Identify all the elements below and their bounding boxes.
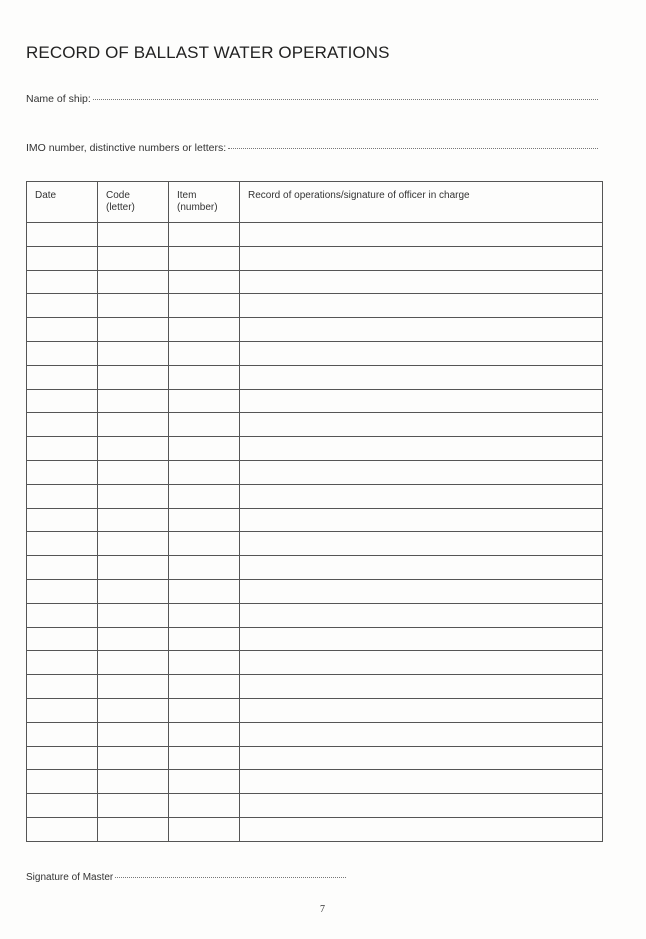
date-cell[interactable] [27,579,98,603]
code-cell[interactable] [98,794,169,818]
code-cell[interactable] [98,770,169,794]
date-cell[interactable] [27,651,98,675]
code-cell[interactable] [98,223,169,247]
date-cell[interactable] [27,794,98,818]
page-title: RECORD OF BALLAST WATER OPERATIONS [26,43,390,62]
code-cell[interactable] [98,365,169,389]
date-cell[interactable] [27,508,98,532]
table-header-row [27,182,603,223]
code-cell[interactable] [98,627,169,651]
ballast-operations-table [26,181,603,842]
column-header-record-line1: Record of operations/signature of officer in charge [248,190,470,201]
code-cell[interactable] [98,246,169,270]
date-cell[interactable] [27,413,98,437]
item-cell[interactable] [169,556,240,580]
page-number: 7 [320,904,325,915]
record-cell[interactable] [240,651,603,675]
record-cell[interactable] [240,437,603,461]
column-header-code [98,182,169,223]
record-cell[interactable] [240,627,603,651]
item-cell[interactable] [169,270,240,294]
item-cell[interactable] [169,318,240,342]
item-cell[interactable] [169,341,240,365]
table-row [27,746,603,770]
table-row [27,246,603,270]
column-header-date-line1: Date [35,190,57,201]
item-cell[interactable] [169,413,240,437]
date-cell[interactable] [27,341,98,365]
table-row [27,437,603,461]
code-cell[interactable] [98,698,169,722]
master-signature-fill-line[interactable] [115,876,346,878]
item-cell[interactable] [169,223,240,247]
record-cell[interactable] [240,246,603,270]
table-row [27,651,603,675]
code-cell[interactable] [98,294,169,318]
table-row [27,413,603,437]
record-cell[interactable] [240,508,603,532]
item-cell[interactable] [169,746,240,770]
item-cell[interactable] [169,246,240,270]
code-cell[interactable] [98,675,169,699]
table-row [27,294,603,318]
imo-number-field[interactable] [26,142,598,154]
date-cell[interactable] [27,627,98,651]
record-cell[interactable] [240,223,603,247]
column-header-item-line2: (number) [177,202,218,213]
item-cell[interactable] [169,675,240,699]
record-cell[interactable] [240,413,603,437]
record-cell[interactable] [240,579,603,603]
table-row [27,223,603,247]
date-cell[interactable] [27,698,98,722]
code-cell[interactable] [98,817,169,841]
record-cell[interactable] [240,318,603,342]
table-row [27,770,603,794]
column-header-item [169,182,240,223]
item-cell[interactable] [169,294,240,318]
record-cell[interactable] [240,698,603,722]
record-cell[interactable] [240,794,603,818]
column-header-item-line1: Item [177,190,197,201]
imo-number-label: IMO number, distinctive numbers or letters: [26,142,227,154]
code-cell[interactable] [98,341,169,365]
table-row [27,722,603,746]
date-cell[interactable] [27,603,98,627]
table-row [27,627,603,651]
record-cell[interactable] [240,270,603,294]
date-cell[interactable] [27,437,98,461]
code-cell[interactable] [98,460,169,484]
table-row [27,341,603,365]
code-cell[interactable] [98,270,169,294]
record-cell[interactable] [240,294,603,318]
date-cell[interactable] [27,817,98,841]
item-cell[interactable] [169,722,240,746]
record-cell[interactable] [240,532,603,556]
code-cell[interactable] [98,532,169,556]
item-cell[interactable] [169,365,240,389]
ship-name-fill-line[interactable] [93,98,598,100]
date-cell[interactable] [27,746,98,770]
record-cell[interactable] [240,556,603,580]
date-cell[interactable] [27,460,98,484]
table-row [27,389,603,413]
code-cell[interactable] [98,413,169,437]
master-signature-field[interactable] [26,872,346,883]
ship-name-field[interactable] [26,93,598,105]
table-row [27,556,603,580]
code-cell[interactable] [98,651,169,675]
date-cell[interactable] [27,270,98,294]
table-row [27,270,603,294]
code-cell[interactable] [98,556,169,580]
date-cell[interactable] [27,722,98,746]
date-cell[interactable] [27,318,98,342]
imo-number-fill-line[interactable] [228,147,598,149]
item-cell[interactable] [169,698,240,722]
record-cell[interactable] [240,675,603,699]
date-cell[interactable] [27,675,98,699]
item-cell[interactable] [169,770,240,794]
record-cell[interactable] [240,341,603,365]
table-row [27,817,603,841]
code-cell[interactable] [98,746,169,770]
item-cell[interactable] [169,579,240,603]
date-cell[interactable] [27,294,98,318]
record-cell[interactable] [240,484,603,508]
table-row [27,675,603,699]
date-cell[interactable] [27,484,98,508]
item-cell[interactable] [169,437,240,461]
table-body [27,223,603,842]
item-cell[interactable] [169,603,240,627]
code-cell[interactable] [98,437,169,461]
date-cell[interactable] [27,556,98,580]
table-row [27,579,603,603]
table-row [27,794,603,818]
code-cell[interactable] [98,579,169,603]
record-cell[interactable] [240,770,603,794]
item-cell[interactable] [169,651,240,675]
item-cell[interactable] [169,389,240,413]
date-cell[interactable] [27,365,98,389]
record-cell[interactable] [240,365,603,389]
code-cell[interactable] [98,389,169,413]
code-cell[interactable] [98,508,169,532]
record-cell[interactable] [240,722,603,746]
master-signature-label: Signature of Master [26,872,114,883]
table-row [27,318,603,342]
table-row [27,365,603,389]
item-cell[interactable] [169,627,240,651]
date-cell[interactable] [27,223,98,247]
record-cell[interactable] [240,817,603,841]
column-header-code-line2: (letter) [106,202,135,213]
table-row [27,698,603,722]
date-cell[interactable] [27,770,98,794]
record-cell[interactable] [240,746,603,770]
record-cell[interactable] [240,389,603,413]
item-cell[interactable] [169,794,240,818]
code-cell[interactable] [98,484,169,508]
table-row [27,460,603,484]
item-cell[interactable] [169,817,240,841]
code-cell[interactable] [98,722,169,746]
column-header-record [240,182,603,223]
item-cell[interactable] [169,484,240,508]
table-row [27,603,603,627]
table-row [27,532,603,556]
ship-name-label: Name of ship: [26,93,91,105]
code-cell[interactable] [98,318,169,342]
date-cell[interactable] [27,246,98,270]
column-header-date [27,182,98,223]
date-cell[interactable] [27,532,98,556]
record-cell[interactable] [240,603,603,627]
date-cell[interactable] [27,389,98,413]
record-cell[interactable] [240,460,603,484]
column-header-code-line1: Code [106,190,130,201]
code-cell[interactable] [98,603,169,627]
table-row [27,484,603,508]
table-row [27,508,603,532]
item-cell[interactable] [169,460,240,484]
item-cell[interactable] [169,508,240,532]
item-cell[interactable] [169,532,240,556]
